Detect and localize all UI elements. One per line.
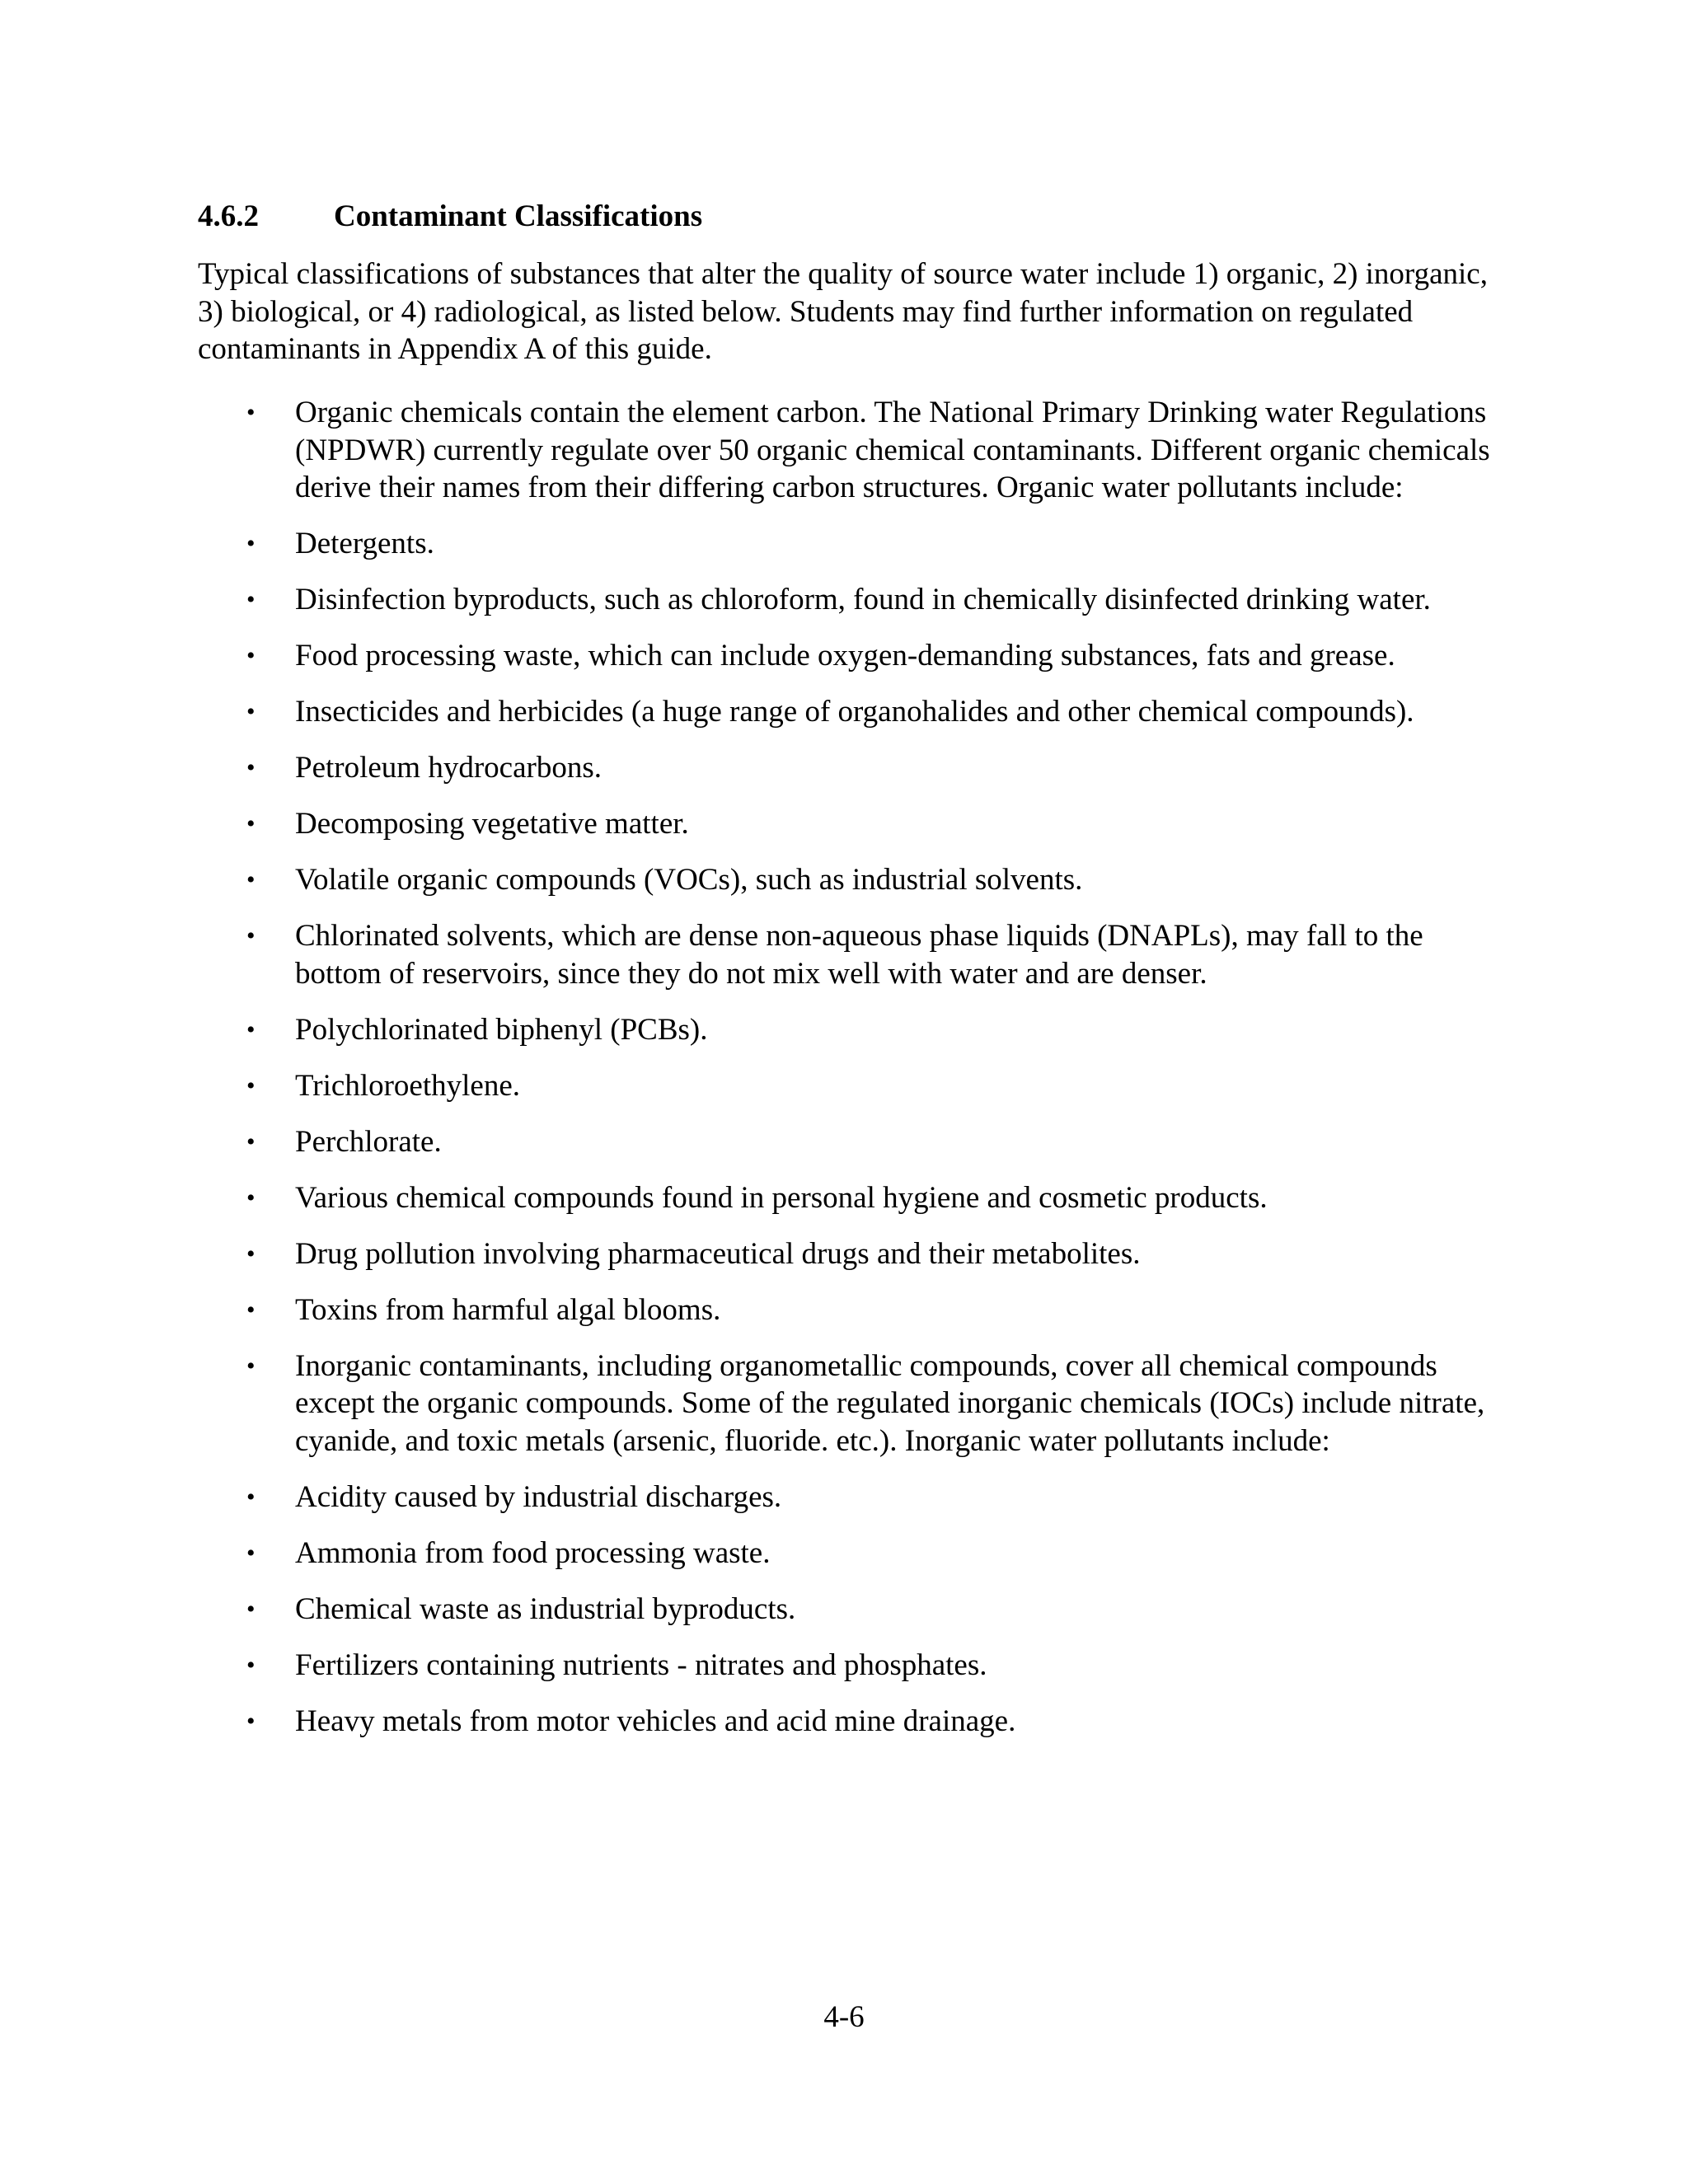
list-item-text: Acidity caused by industrial discharges.	[295, 1479, 782, 1514]
list-item-text: Heavy metals from motor vehicles and acid mine drainage.	[295, 1704, 1016, 1738]
list-item	[198, 917, 1500, 992]
bullet-icon: •	[246, 754, 256, 781]
bullet-icon: •	[246, 1127, 256, 1155]
list-item	[198, 394, 1500, 507]
intro-paragraph: Typical classifications of substances that alter the quality of source water include 1) organic, 2) inorganic, 3) biological, or 4) radiological, as listed below. Students may find further information on regulated contaminants in Appendix A of this guide.	[198, 257, 1488, 366]
bullet-icon: •	[246, 866, 256, 893]
bullet-icon: •	[246, 642, 256, 669]
list-item-text: Fertilizers containing nutrients - nitrates and phosphates.	[295, 1647, 987, 1682]
list-item-text: Drug pollution involving pharmaceutical drugs and their metabolites.	[295, 1236, 1141, 1271]
list-item	[198, 1067, 1500, 1105]
bullet-icon: •	[246, 1595, 256, 1623]
list-item	[198, 749, 1500, 787]
bullet-icon: •	[246, 698, 256, 725]
list-item	[198, 1479, 1500, 1516]
bullet-icon: •	[246, 810, 256, 837]
list-item	[198, 1179, 1500, 1217]
list-item	[198, 1011, 1500, 1049]
list-item	[198, 1647, 1500, 1685]
contaminant-list	[198, 394, 1500, 1759]
list-item-text: Chemical waste as industrial byproducts.	[295, 1591, 796, 1626]
bullet-icon: •	[246, 1071, 256, 1099]
list-item	[198, 1535, 1500, 1572]
list-item-text: Disinfection byproducts, such as chloroform, found in chemically disinfected drinking water.	[295, 583, 1431, 616]
list-item	[198, 525, 1500, 563]
list-item	[198, 1123, 1500, 1161]
list-item	[198, 1703, 1500, 1741]
bullet-icon: •	[246, 530, 256, 557]
list-item-text: Organic chemicals contain the element carbon. The National Primary Drinking water Regulations (NPDWR) currently regulate over 50 organic chemical contaminants. Different organic chemicals derive their names from their differing carbon structures. Organic water pollutants include:	[295, 396, 1490, 504]
bullet-icon: •	[246, 1240, 256, 1268]
section-title: Contaminant Classifications	[334, 199, 703, 233]
list-item	[198, 1591, 1500, 1629]
list-item-text: Toxins from harmful algal blooms.	[295, 1292, 721, 1327]
list-item-text: Decomposing vegetative matter.	[295, 807, 689, 841]
list-item	[198, 1291, 1500, 1329]
list-item-text: Detergents.	[295, 527, 434, 560]
bullet-icon: •	[246, 1651, 256, 1679]
bullet-icon: •	[246, 1015, 256, 1043]
section-number: 4.6.2	[198, 199, 259, 233]
bullet-icon: •	[246, 922, 256, 949]
list-item-text: Chlorinated solvents, which are dense non-aqueous phase liquids (DNAPLs), may fall to the bottom of reservoirs, since they do not mix well with water and are denser.	[295, 919, 1423, 991]
list-item	[198, 1347, 1500, 1460]
list-item	[198, 637, 1500, 675]
list-item-text: Insecticides and herbicides (a huge range of organohalides and other chemical compounds).	[295, 695, 1414, 729]
page-number: 4-6	[823, 2000, 865, 2034]
list-item-text: Inorganic contaminants, including organometallic compounds, cover all chemical compounds except the organic compounds. Some of the regulated inorganic chemicals (IOCs) include nitrate, cyanide, and toxic metals (arsenic, fluoride. etc.). Inorganic water pollutants include:	[295, 1348, 1485, 1458]
list-item-text: Ammonia from food processing waste.	[295, 1535, 771, 1570]
list-item-text: Polychlorinated biphenyl (PCBs).	[295, 1012, 708, 1047]
bullet-icon: •	[246, 1539, 256, 1567]
list-item-text: Perchlorate.	[295, 1124, 442, 1159]
bullet-icon: •	[246, 1352, 256, 1380]
bullet-icon: •	[246, 1296, 256, 1324]
bullet-icon: •	[246, 1483, 256, 1511]
list-item-text: Food processing waste, which can include oxygen-demanding substances, fats and grease.	[295, 639, 1395, 673]
bullet-icon: •	[246, 399, 256, 426]
list-item	[198, 581, 1500, 619]
list-item-text: Volatile organic compounds (VOCs), such as industrial solvents.	[295, 863, 1083, 897]
list-item-text: Trichloroethylene.	[295, 1068, 521, 1103]
bullet-icon: •	[246, 1707, 256, 1735]
bullet-icon: •	[246, 586, 256, 613]
list-item	[198, 693, 1500, 731]
list-item	[198, 861, 1500, 899]
list-item	[198, 1235, 1500, 1273]
list-item	[198, 805, 1500, 843]
section-heading	[198, 198, 702, 236]
list-item-text: Various chemical compounds found in personal hygiene and cosmetic products.	[295, 1180, 1268, 1215]
list-item-text: Petroleum hydrocarbons.	[295, 751, 602, 785]
bullet-icon: •	[246, 1183, 256, 1212]
